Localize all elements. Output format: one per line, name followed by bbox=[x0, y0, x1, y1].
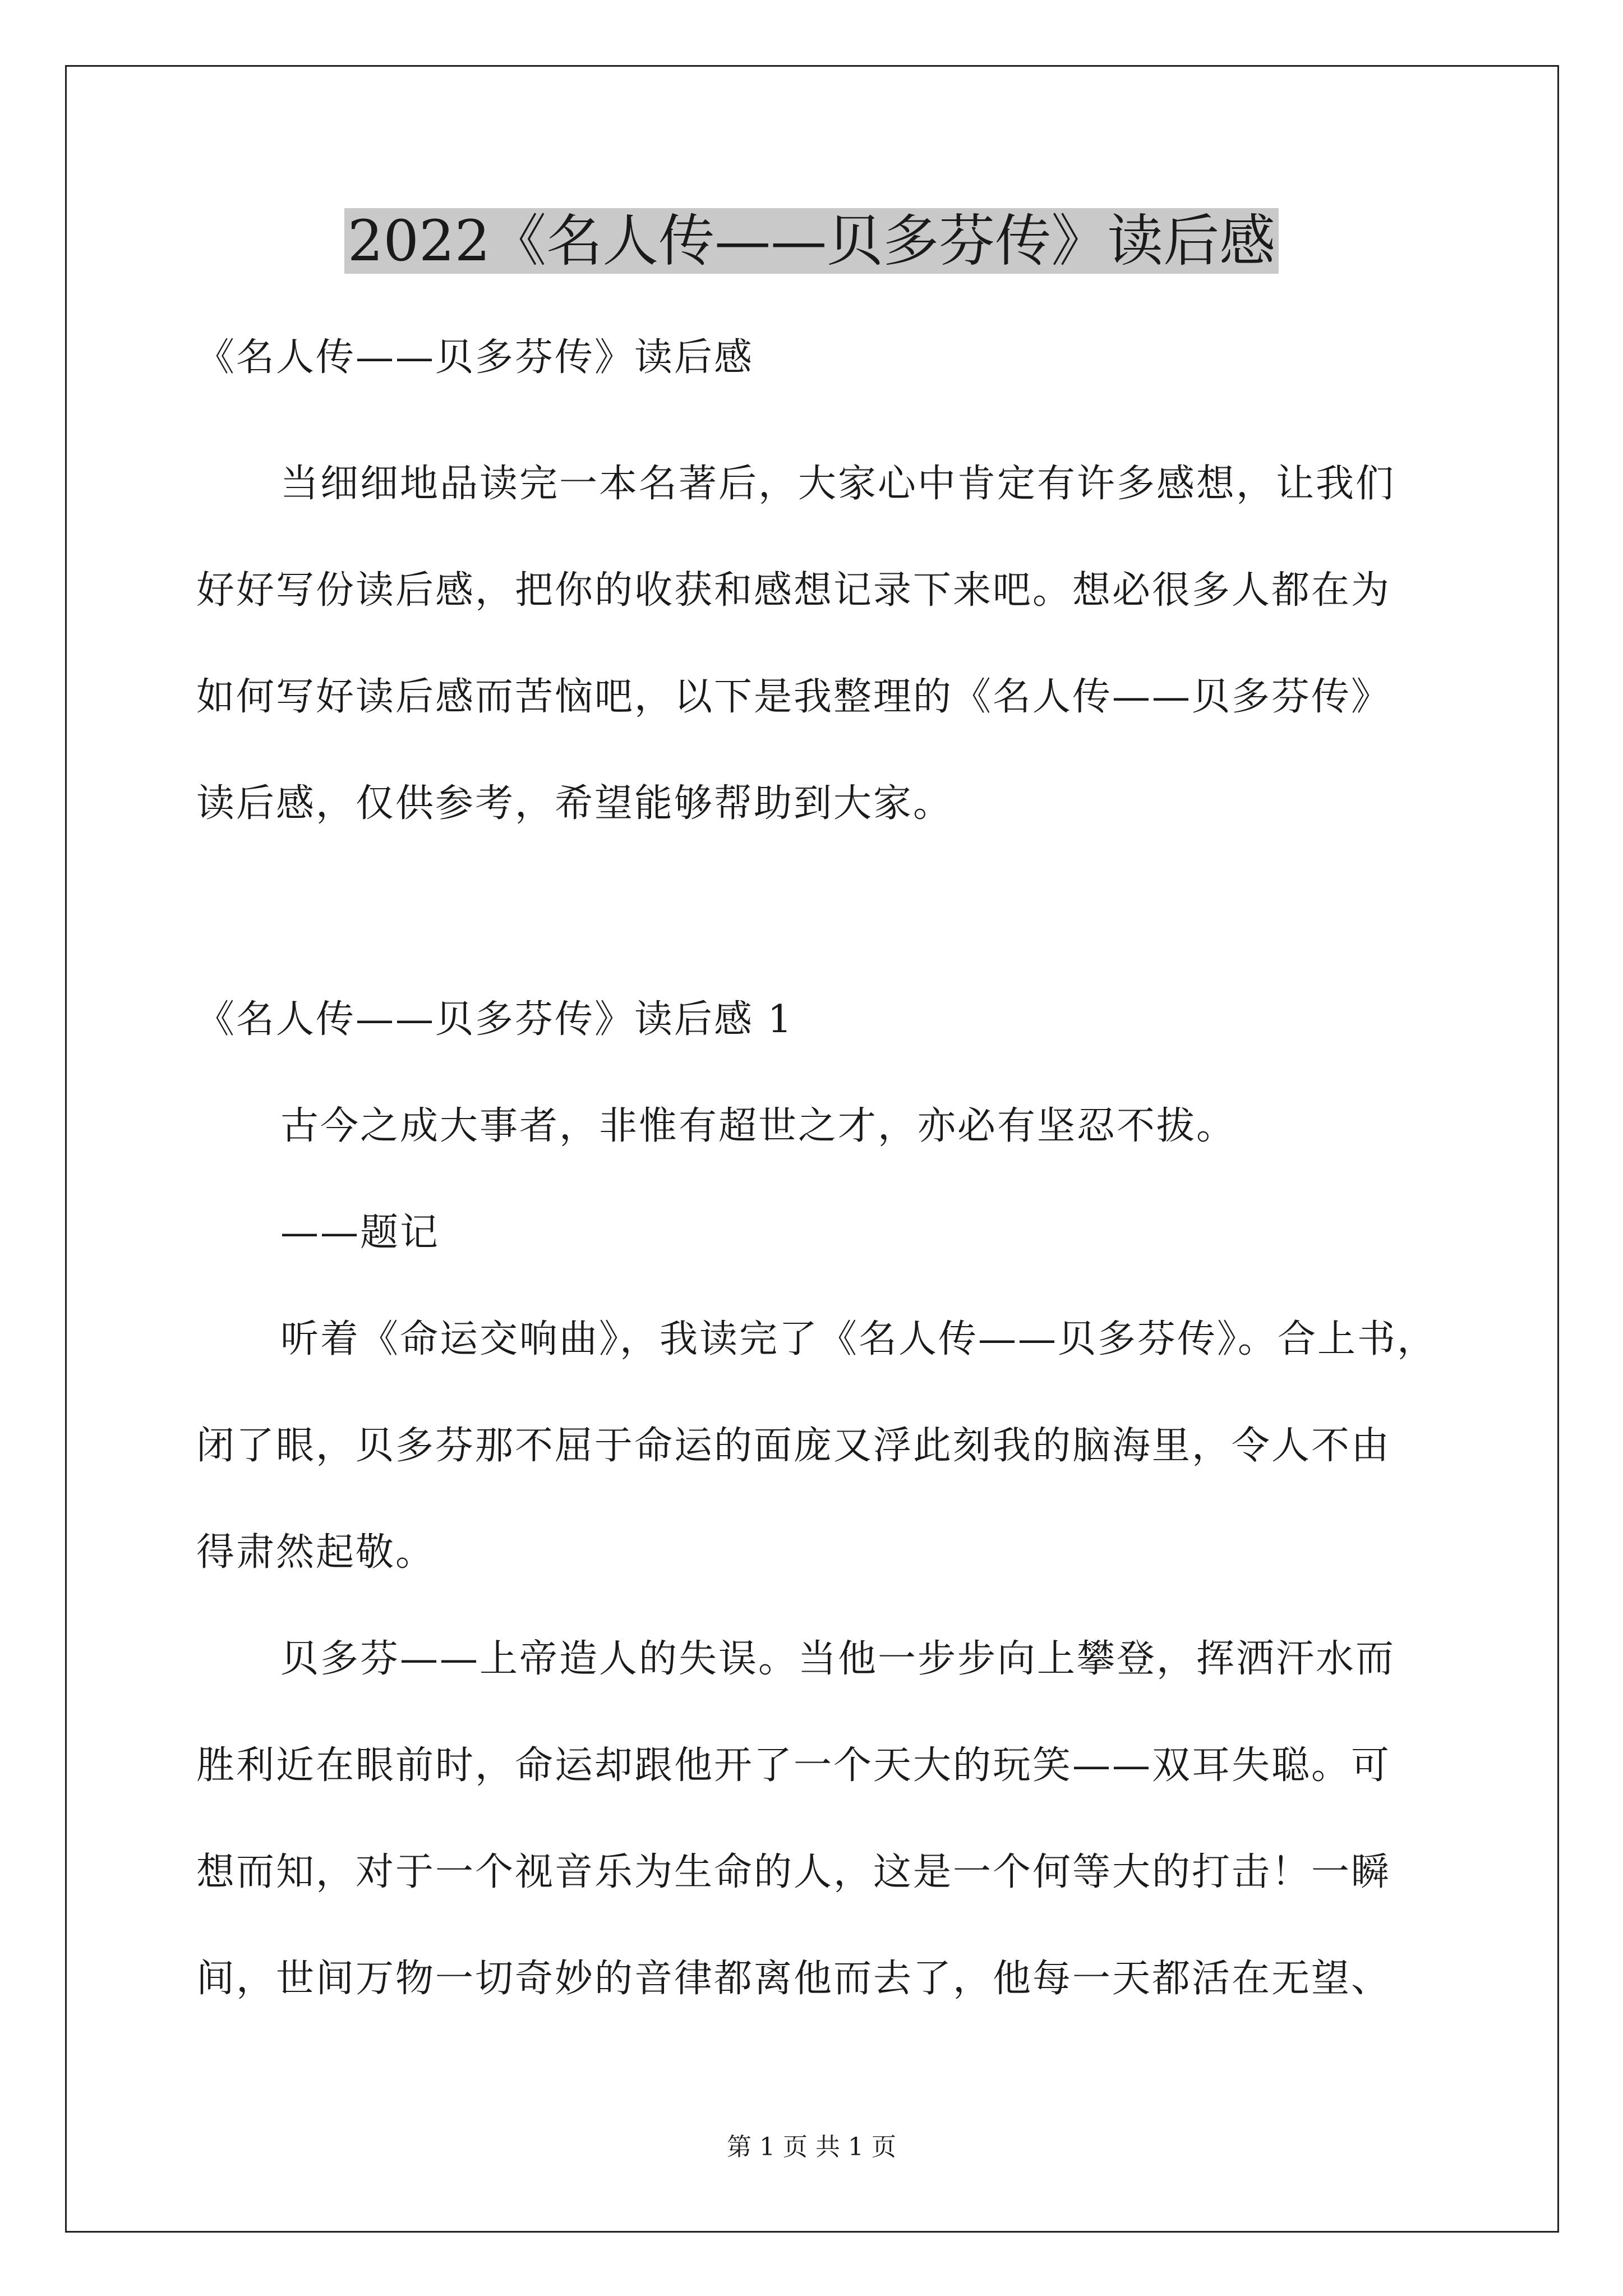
epigraph-source: ——题记 bbox=[280, 1211, 440, 1255]
section-heading: 《名人传——贝多芬传》读后感 1 bbox=[196, 997, 794, 1042]
paragraph-line: 得肃然起敬。 bbox=[196, 1530, 436, 1575]
intro-line: 如何写好读后感而苦恼吧，以下是我整理的《名人传——贝多芬传》 bbox=[196, 675, 1391, 719]
paragraph-line: 想而知，对于一个视音乐为生命的人，这是一个何等大的打击！一瞬 bbox=[196, 1850, 1391, 1894]
paragraph-line: 间，世间万物一切奇妙的音律都离他而去了，他每一天都活在无望、 bbox=[196, 1957, 1391, 2001]
title-text: 2022《名人传——贝多芬传》读后感 bbox=[344, 208, 1279, 274]
paragraph-line: 贝多芬——上帝造人的失误。当他一步步向上攀登，挥洒汗水而 bbox=[280, 1637, 1396, 1681]
page-footer: 第 1 页 共 1 页 bbox=[727, 2133, 896, 2161]
document-title bbox=[0, 202, 1623, 280]
intro-line: 当细细地品读完一本名著后，大家心中肯定有许多感想，让我们 bbox=[280, 462, 1396, 506]
intro-line: 好好写份读后感，把你的收获和感想记录下来吧。想必很多人都在为 bbox=[196, 568, 1391, 613]
paragraph-line: 听着《命运交响曲》，我读完了《名人传——贝多芬传》。合上书， bbox=[280, 1317, 1437, 1361]
paragraph-line: 胜利近在眼前时，命运却跟他开了一个天大的玩笑——双耳失聪。可 bbox=[196, 1743, 1391, 1788]
subheading: 《名人传——贝多芬传》读后感 bbox=[196, 335, 754, 380]
intro-line: 读后感，仅供参考，希望能够帮助到大家。 bbox=[196, 781, 953, 826]
epigraph: 古今之成大事者，非惟有超世之才，亦必有坚忍不拔。 bbox=[280, 1104, 1237, 1148]
paragraph-line: 闭了眼，贝多芬那不屈于命运的面庞又浮此刻我的脑海里，令人不由 bbox=[196, 1424, 1391, 1468]
